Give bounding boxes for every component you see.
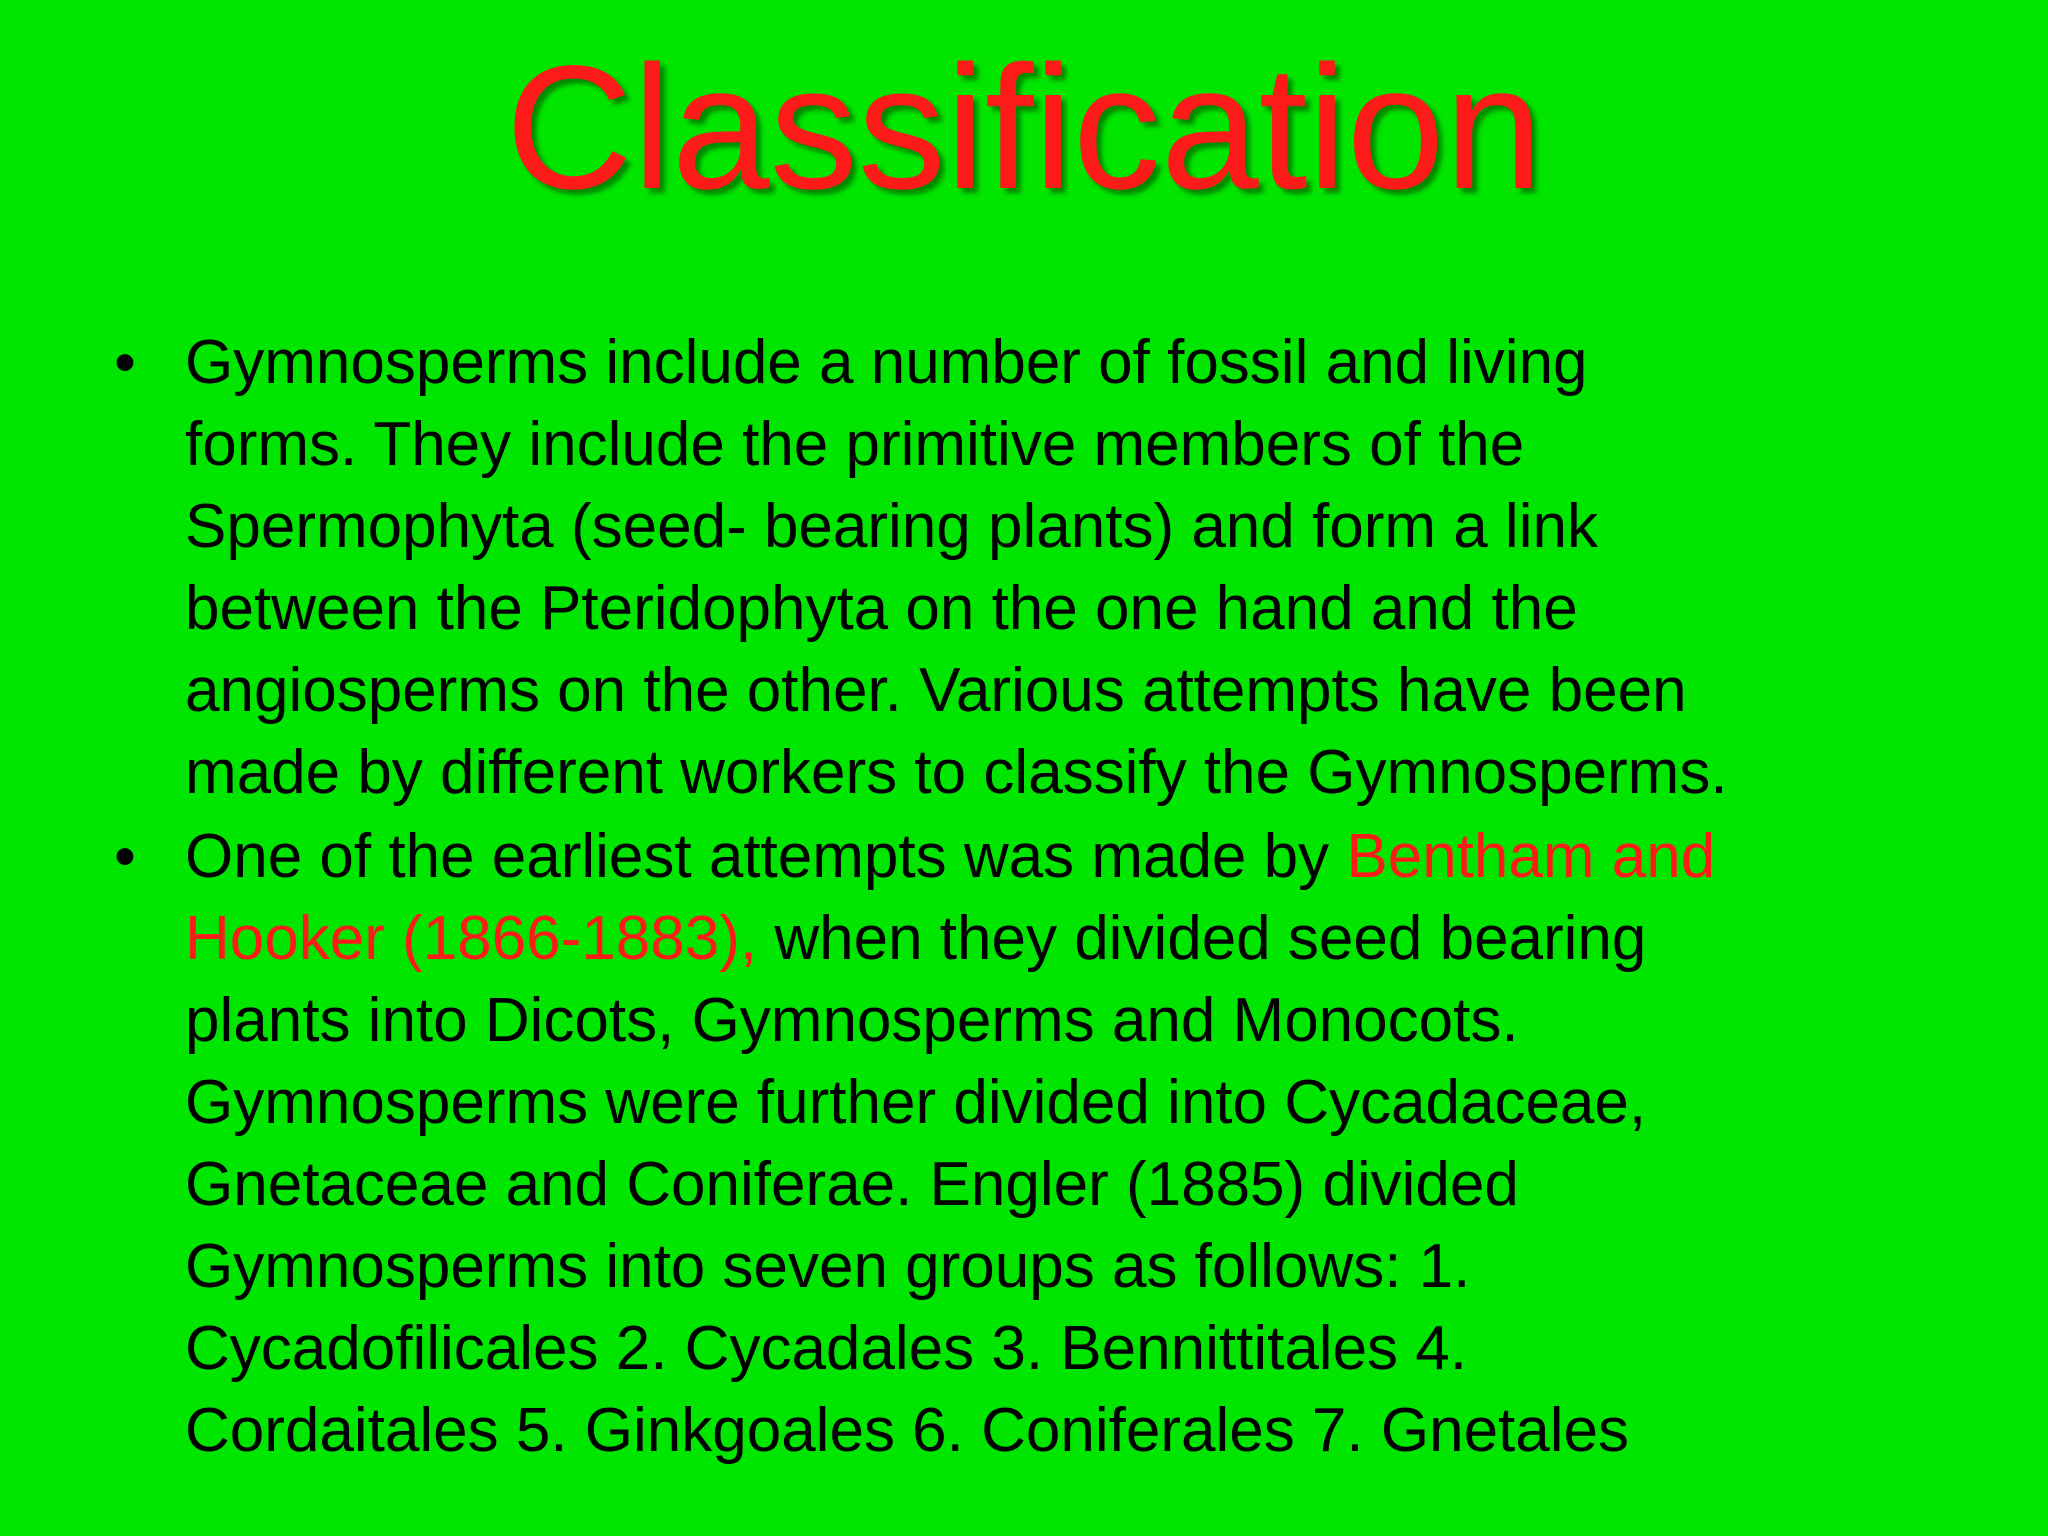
bullet-marker: •: [114, 822, 136, 891]
bullet-1-line-2: forms. They include the primitive members of the: [185, 410, 1525, 479]
citation-highlight: Hooker (1866-1883),: [185, 904, 758, 973]
bullet-item-1: [105, 322, 2005, 814]
bullet-1-line-3: Spermophyta (seed- bearing plants) and form a link: [185, 492, 1598, 561]
bullet-list: [105, 322, 2005, 1474]
bullet-2-line-4: Gymnosperms were further divided into Cycadaceae,: [185, 1068, 1647, 1137]
bullet-2-line-1: [185, 816, 2005, 898]
bullet-2-line-3: plants into Dicots, Gymnosperms and Monocots.: [185, 986, 1519, 1055]
bullet-1-line-5: angiosperms on the other. Various attempts have been: [185, 656, 1687, 725]
citation-highlight: Bentham and: [1346, 822, 1716, 891]
bullet-item-2: [105, 816, 2005, 1472]
bullet-2-line-8: Cordaitales 5. Ginkgoales 6. Coniferales 7. Gnetales: [185, 1396, 1630, 1465]
bullet-1-line-4: between the Pteridophyta on the one hand and the: [185, 574, 1578, 643]
bullet-2-line-7: Cycadofilicales 2. Cycadales 3. Bennittitales 4.: [185, 1314, 1467, 1383]
bullet-2-line-2-text: when they divided seed bearing: [757, 904, 1647, 973]
slide-title: Classification: [505, 30, 1543, 226]
bullet-marker: •: [114, 328, 136, 397]
bullet-2-line-5: Gnetaceae and Coniferae. Engler (1885) divided: [185, 1150, 1519, 1219]
bullet-1-line-1: Gymnosperms include a number of fossil and living: [185, 328, 1588, 397]
bullet-2-line-1-text: One of the earliest attempts was made by: [185, 822, 1347, 891]
bullet-2-line-2: [185, 898, 2005, 980]
bullet-2-line-6: Gymnosperms into seven groups as follows: 1.: [185, 1232, 1471, 1301]
bullet-1-line-6: made by different workers to classify the Gymnosperms.: [185, 738, 1728, 807]
